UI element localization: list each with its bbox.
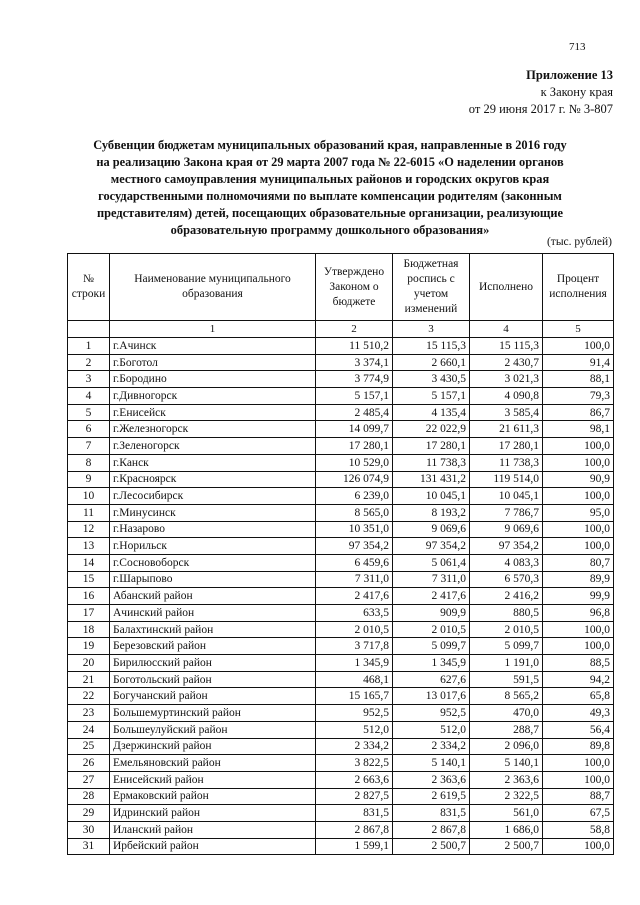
approved-value: 512,0	[316, 721, 393, 738]
municipality-name: Большеулуйский район	[110, 721, 316, 738]
row-number: 9	[68, 471, 110, 488]
table-row	[68, 354, 614, 371]
approved-value: 2 867,8	[316, 821, 393, 838]
page-number: 713	[569, 41, 586, 53]
percent-value: 88,5	[543, 655, 614, 672]
table-row	[68, 638, 614, 655]
percent-value: 56,4	[543, 721, 614, 738]
row-number: 16	[68, 588, 110, 605]
revised-value: 952,5	[393, 705, 470, 722]
municipality-name: Большемуртинский район	[110, 705, 316, 722]
executed-value: 8 565,2	[470, 688, 543, 705]
executed-value: 2 096,0	[470, 738, 543, 755]
table-row	[68, 404, 614, 421]
column-index: 4	[470, 321, 543, 338]
percent-value: 90,9	[543, 471, 614, 488]
approved-value: 1 345,9	[316, 655, 393, 672]
approved-value: 3 774,9	[316, 371, 393, 388]
percent-value: 95,0	[543, 504, 614, 521]
percent-value: 100,0	[543, 771, 614, 788]
revised-value: 4 135,4	[393, 404, 470, 421]
percent-value: 89,8	[543, 738, 614, 755]
row-number: 31	[68, 838, 110, 855]
revised-value: 5 157,1	[393, 388, 470, 405]
municipality-name: г.Енисейск	[110, 404, 316, 421]
executed-value: 11 738,3	[470, 454, 543, 471]
executed-value: 2 416,2	[470, 588, 543, 605]
approved-value: 6 239,0	[316, 488, 393, 505]
executed-value: 97 354,2	[470, 538, 543, 555]
header-num: № строки	[68, 254, 110, 321]
row-number: 10	[68, 488, 110, 505]
executed-value: 10 045,1	[470, 488, 543, 505]
executed-value: 1 191,0	[470, 655, 543, 672]
subsidies-table	[67, 253, 614, 855]
row-number: 7	[68, 438, 110, 455]
executed-value: 2 363,6	[470, 771, 543, 788]
revised-value: 8 193,2	[393, 504, 470, 521]
column-index-row	[68, 321, 614, 338]
row-number: 27	[68, 771, 110, 788]
executed-value: 5 099,7	[470, 638, 543, 655]
table-row	[68, 338, 614, 355]
table-row	[68, 421, 614, 438]
percent-value: 49,3	[543, 705, 614, 722]
approved-value: 831,5	[316, 805, 393, 822]
revised-value: 7 311,0	[393, 571, 470, 588]
table-row	[68, 371, 614, 388]
table-row	[68, 454, 614, 471]
row-number: 15	[68, 571, 110, 588]
executed-value: 2 322,5	[470, 788, 543, 805]
title-line: государственными полномочиями по выплате компенсации родителям (законным	[98, 189, 562, 203]
percent-value: 86,7	[543, 404, 614, 421]
approved-value: 2 827,5	[316, 788, 393, 805]
percent-value: 100,0	[543, 488, 614, 505]
table-header-row	[68, 254, 614, 321]
column-index: 2	[316, 321, 393, 338]
approved-value: 15 165,7	[316, 688, 393, 705]
municipality-name: г.Назарово	[110, 521, 316, 538]
row-number: 11	[68, 504, 110, 521]
table-row	[68, 571, 614, 588]
table-row	[68, 771, 614, 788]
revised-value: 2 619,5	[393, 788, 470, 805]
table-row	[68, 671, 614, 688]
municipality-name: г.Боготол	[110, 354, 316, 371]
executed-value: 119 514,0	[470, 471, 543, 488]
title-line: представителям) детей, посещающих образовательные организации, реализующие	[96, 206, 564, 220]
row-number: 5	[68, 404, 110, 421]
row-number: 1	[68, 338, 110, 355]
percent-value: 100,0	[543, 638, 614, 655]
table-row	[68, 504, 614, 521]
executed-value: 4 090,8	[470, 388, 543, 405]
approved-value: 5 157,1	[316, 388, 393, 405]
revised-value: 1 345,9	[393, 655, 470, 672]
executed-value: 5 140,1	[470, 755, 543, 772]
municipality-name: г.Шарыпово	[110, 571, 316, 588]
municipality-name: Боготольский район	[110, 671, 316, 688]
municipality-name: Емельяновский район	[110, 755, 316, 772]
executed-value: 7 786,7	[470, 504, 543, 521]
executed-value: 288,7	[470, 721, 543, 738]
percent-value: 100,0	[543, 538, 614, 555]
percent-value: 100,0	[543, 838, 614, 855]
title-line: на реализацию Закона края от 29 марта 2007 года № 22-6015 «О наделении органов	[96, 155, 564, 169]
approved-value: 952,5	[316, 705, 393, 722]
revised-value: 131 431,2	[393, 471, 470, 488]
municipality-name: Иланский район	[110, 821, 316, 838]
revised-value: 9 069,6	[393, 521, 470, 538]
executed-value: 15 115,3	[470, 338, 543, 355]
revised-value: 5 099,7	[393, 638, 470, 655]
row-number: 25	[68, 738, 110, 755]
title-line: образовательную программу дошкольного образования»	[170, 223, 490, 237]
row-number: 20	[68, 655, 110, 672]
revised-value: 2 010,5	[393, 621, 470, 638]
header-approved: Утверждено Законом о бюджете	[316, 254, 393, 321]
revised-value: 512,0	[393, 721, 470, 738]
municipality-name: Ермаковский район	[110, 788, 316, 805]
row-number: 19	[68, 638, 110, 655]
table-row	[68, 471, 614, 488]
executed-value: 3 021,3	[470, 371, 543, 388]
municipality-name: Енисейский район	[110, 771, 316, 788]
column-index: 3	[393, 321, 470, 338]
row-number: 29	[68, 805, 110, 822]
municipality-name: г.Минусинск	[110, 504, 316, 521]
row-number: 18	[68, 621, 110, 638]
municipality-name: г.Норильск	[110, 538, 316, 555]
row-number: 14	[68, 554, 110, 571]
row-number: 12	[68, 521, 110, 538]
percent-value: 98,1	[543, 421, 614, 438]
table-row	[68, 655, 614, 672]
column-index: 1	[110, 321, 316, 338]
municipality-name: г.Канск	[110, 454, 316, 471]
municipality-name: Бирилюсский район	[110, 655, 316, 672]
revised-value: 909,9	[393, 605, 470, 622]
table-row	[68, 805, 614, 822]
revised-value: 11 738,3	[393, 454, 470, 471]
table-row	[68, 621, 614, 638]
row-number: 22	[68, 688, 110, 705]
revised-value: 17 280,1	[393, 438, 470, 455]
appendix-line-2: от 29 июня 2017 г. № 3-807	[468, 102, 613, 116]
executed-value: 4 083,3	[470, 554, 543, 571]
revised-value: 5 061,4	[393, 554, 470, 571]
percent-value: 94,2	[543, 671, 614, 688]
executed-value: 17 280,1	[470, 438, 543, 455]
percent-value: 79,3	[543, 388, 614, 405]
row-number: 23	[68, 705, 110, 722]
table-row	[68, 821, 614, 838]
municipality-name: Ирбейский район	[110, 838, 316, 855]
revised-value: 2 660,1	[393, 354, 470, 371]
revised-value: 10 045,1	[393, 488, 470, 505]
table-row	[68, 521, 614, 538]
row-number: 3	[68, 371, 110, 388]
percent-value: 100,0	[543, 755, 614, 772]
municipality-name: г.Зеленогорск	[110, 438, 316, 455]
row-number: 8	[68, 454, 110, 471]
row-number: 30	[68, 821, 110, 838]
municipality-name: Богучанский район	[110, 688, 316, 705]
revised-value: 5 140,1	[393, 755, 470, 772]
header-revised: Бюджетная роспись с учетом изменений	[393, 254, 470, 321]
revised-value: 2 334,2	[393, 738, 470, 755]
municipality-name: Балахтинский район	[110, 621, 316, 638]
table-row	[68, 838, 614, 855]
executed-value: 21 611,3	[470, 421, 543, 438]
table-row	[68, 588, 614, 605]
municipality-name: г.Дивногорск	[110, 388, 316, 405]
revised-value: 2 500,7	[393, 838, 470, 855]
row-number: 6	[68, 421, 110, 438]
table-row	[68, 605, 614, 622]
approved-value: 17 280,1	[316, 438, 393, 455]
approved-value: 10 529,0	[316, 454, 393, 471]
executed-value: 2 010,5	[470, 621, 543, 638]
executed-value: 9 069,6	[470, 521, 543, 538]
title-line: Субвенции бюджетам муниципальных образований края, направленные в 2016 году	[93, 138, 567, 152]
executed-value: 880,5	[470, 605, 543, 622]
percent-value: 80,7	[543, 554, 614, 571]
municipality-name: Абанский район	[110, 588, 316, 605]
percent-value: 88,7	[543, 788, 614, 805]
revised-value: 3 430,5	[393, 371, 470, 388]
row-number: 17	[68, 605, 110, 622]
row-number: 26	[68, 755, 110, 772]
approved-value: 14 099,7	[316, 421, 393, 438]
municipality-name: г.Железногорск	[110, 421, 316, 438]
revised-value: 2 363,6	[393, 771, 470, 788]
percent-value: 58,8	[543, 821, 614, 838]
title-line: местного самоуправления муниципальных районов и городских округов края	[110, 172, 550, 186]
percent-value: 67,5	[543, 805, 614, 822]
table-row	[68, 788, 614, 805]
table-row	[68, 538, 614, 555]
municipality-name: г.Ачинск	[110, 338, 316, 355]
revised-value: 2 867,8	[393, 821, 470, 838]
percent-value: 100,0	[543, 621, 614, 638]
approved-value: 3 822,5	[316, 755, 393, 772]
approved-value: 10 351,0	[316, 521, 393, 538]
approved-value: 2 334,2	[316, 738, 393, 755]
approved-value: 2 485,4	[316, 404, 393, 421]
approved-value: 3 374,1	[316, 354, 393, 371]
header-executed: Исполнено	[470, 254, 543, 321]
table-row	[68, 388, 614, 405]
municipality-name: Ачинский район	[110, 605, 316, 622]
table-row	[68, 554, 614, 571]
percent-value: 100,0	[543, 338, 614, 355]
approved-value: 2 010,5	[316, 621, 393, 638]
percent-value: 91,4	[543, 354, 614, 371]
approved-value: 1 599,1	[316, 838, 393, 855]
approved-value: 3 717,8	[316, 638, 393, 655]
percent-value: 96,8	[543, 605, 614, 622]
revised-value: 13 017,6	[393, 688, 470, 705]
executed-value: 6 570,3	[470, 571, 543, 588]
header-percent: Процент исполнения	[543, 254, 614, 321]
revised-value: 627,6	[393, 671, 470, 688]
approved-value: 8 565,0	[316, 504, 393, 521]
municipality-name: Дзержинский район	[110, 738, 316, 755]
column-index: 5	[543, 321, 614, 338]
approved-value: 2 417,6	[316, 588, 393, 605]
row-number: 4	[68, 388, 110, 405]
table-row	[68, 488, 614, 505]
percent-value: 100,0	[543, 521, 614, 538]
executed-value: 591,5	[470, 671, 543, 688]
row-number: 28	[68, 788, 110, 805]
units-label: (тыс. рублей)	[546, 236, 612, 248]
revised-value: 15 115,3	[393, 338, 470, 355]
row-number: 21	[68, 671, 110, 688]
approved-value: 633,5	[316, 605, 393, 622]
percent-value: 100,0	[543, 454, 614, 471]
table-row	[68, 688, 614, 705]
revised-value: 22 022,9	[393, 421, 470, 438]
table-row	[68, 755, 614, 772]
percent-value: 65,8	[543, 688, 614, 705]
row-number: 24	[68, 721, 110, 738]
appendix-header	[469, 67, 613, 118]
approved-value: 126 074,9	[316, 471, 393, 488]
revised-value: 831,5	[393, 805, 470, 822]
municipality-name: г.Бородино	[110, 371, 316, 388]
table-row	[68, 705, 614, 722]
percent-value: 100,0	[543, 438, 614, 455]
table-row	[68, 438, 614, 455]
executed-value: 1 686,0	[470, 821, 543, 838]
column-index	[68, 321, 110, 338]
approved-value: 468,1	[316, 671, 393, 688]
approved-value: 97 354,2	[316, 538, 393, 555]
executed-value: 561,0	[470, 805, 543, 822]
executed-value: 470,0	[470, 705, 543, 722]
municipality-name: г.Сосновоборск	[110, 554, 316, 571]
approved-value: 11 510,2	[316, 338, 393, 355]
appendix-title: Приложение 13	[526, 68, 613, 82]
percent-value: 99,9	[543, 588, 614, 605]
approved-value: 7 311,0	[316, 571, 393, 588]
executed-value: 2 430,7	[470, 354, 543, 371]
percent-value: 89,9	[543, 571, 614, 588]
revised-value: 97 354,2	[393, 538, 470, 555]
document-title	[40, 137, 620, 239]
table-row	[68, 738, 614, 755]
header-name: Наименование муниципального образования	[110, 254, 316, 321]
approved-value: 6 459,6	[316, 554, 393, 571]
municipality-name: Березовский район	[110, 638, 316, 655]
table-row	[68, 721, 614, 738]
percent-value: 88,1	[543, 371, 614, 388]
executed-value: 2 500,7	[470, 838, 543, 855]
municipality-name: г.Красноярск	[110, 471, 316, 488]
municipality-name: г.Лесосибирск	[110, 488, 316, 505]
executed-value: 3 585,4	[470, 404, 543, 421]
revised-value: 2 417,6	[393, 588, 470, 605]
municipality-name: Идринский район	[110, 805, 316, 822]
row-number: 2	[68, 354, 110, 371]
approved-value: 2 663,6	[316, 771, 393, 788]
row-number: 13	[68, 538, 110, 555]
appendix-line-1: к Закону края	[540, 85, 613, 99]
